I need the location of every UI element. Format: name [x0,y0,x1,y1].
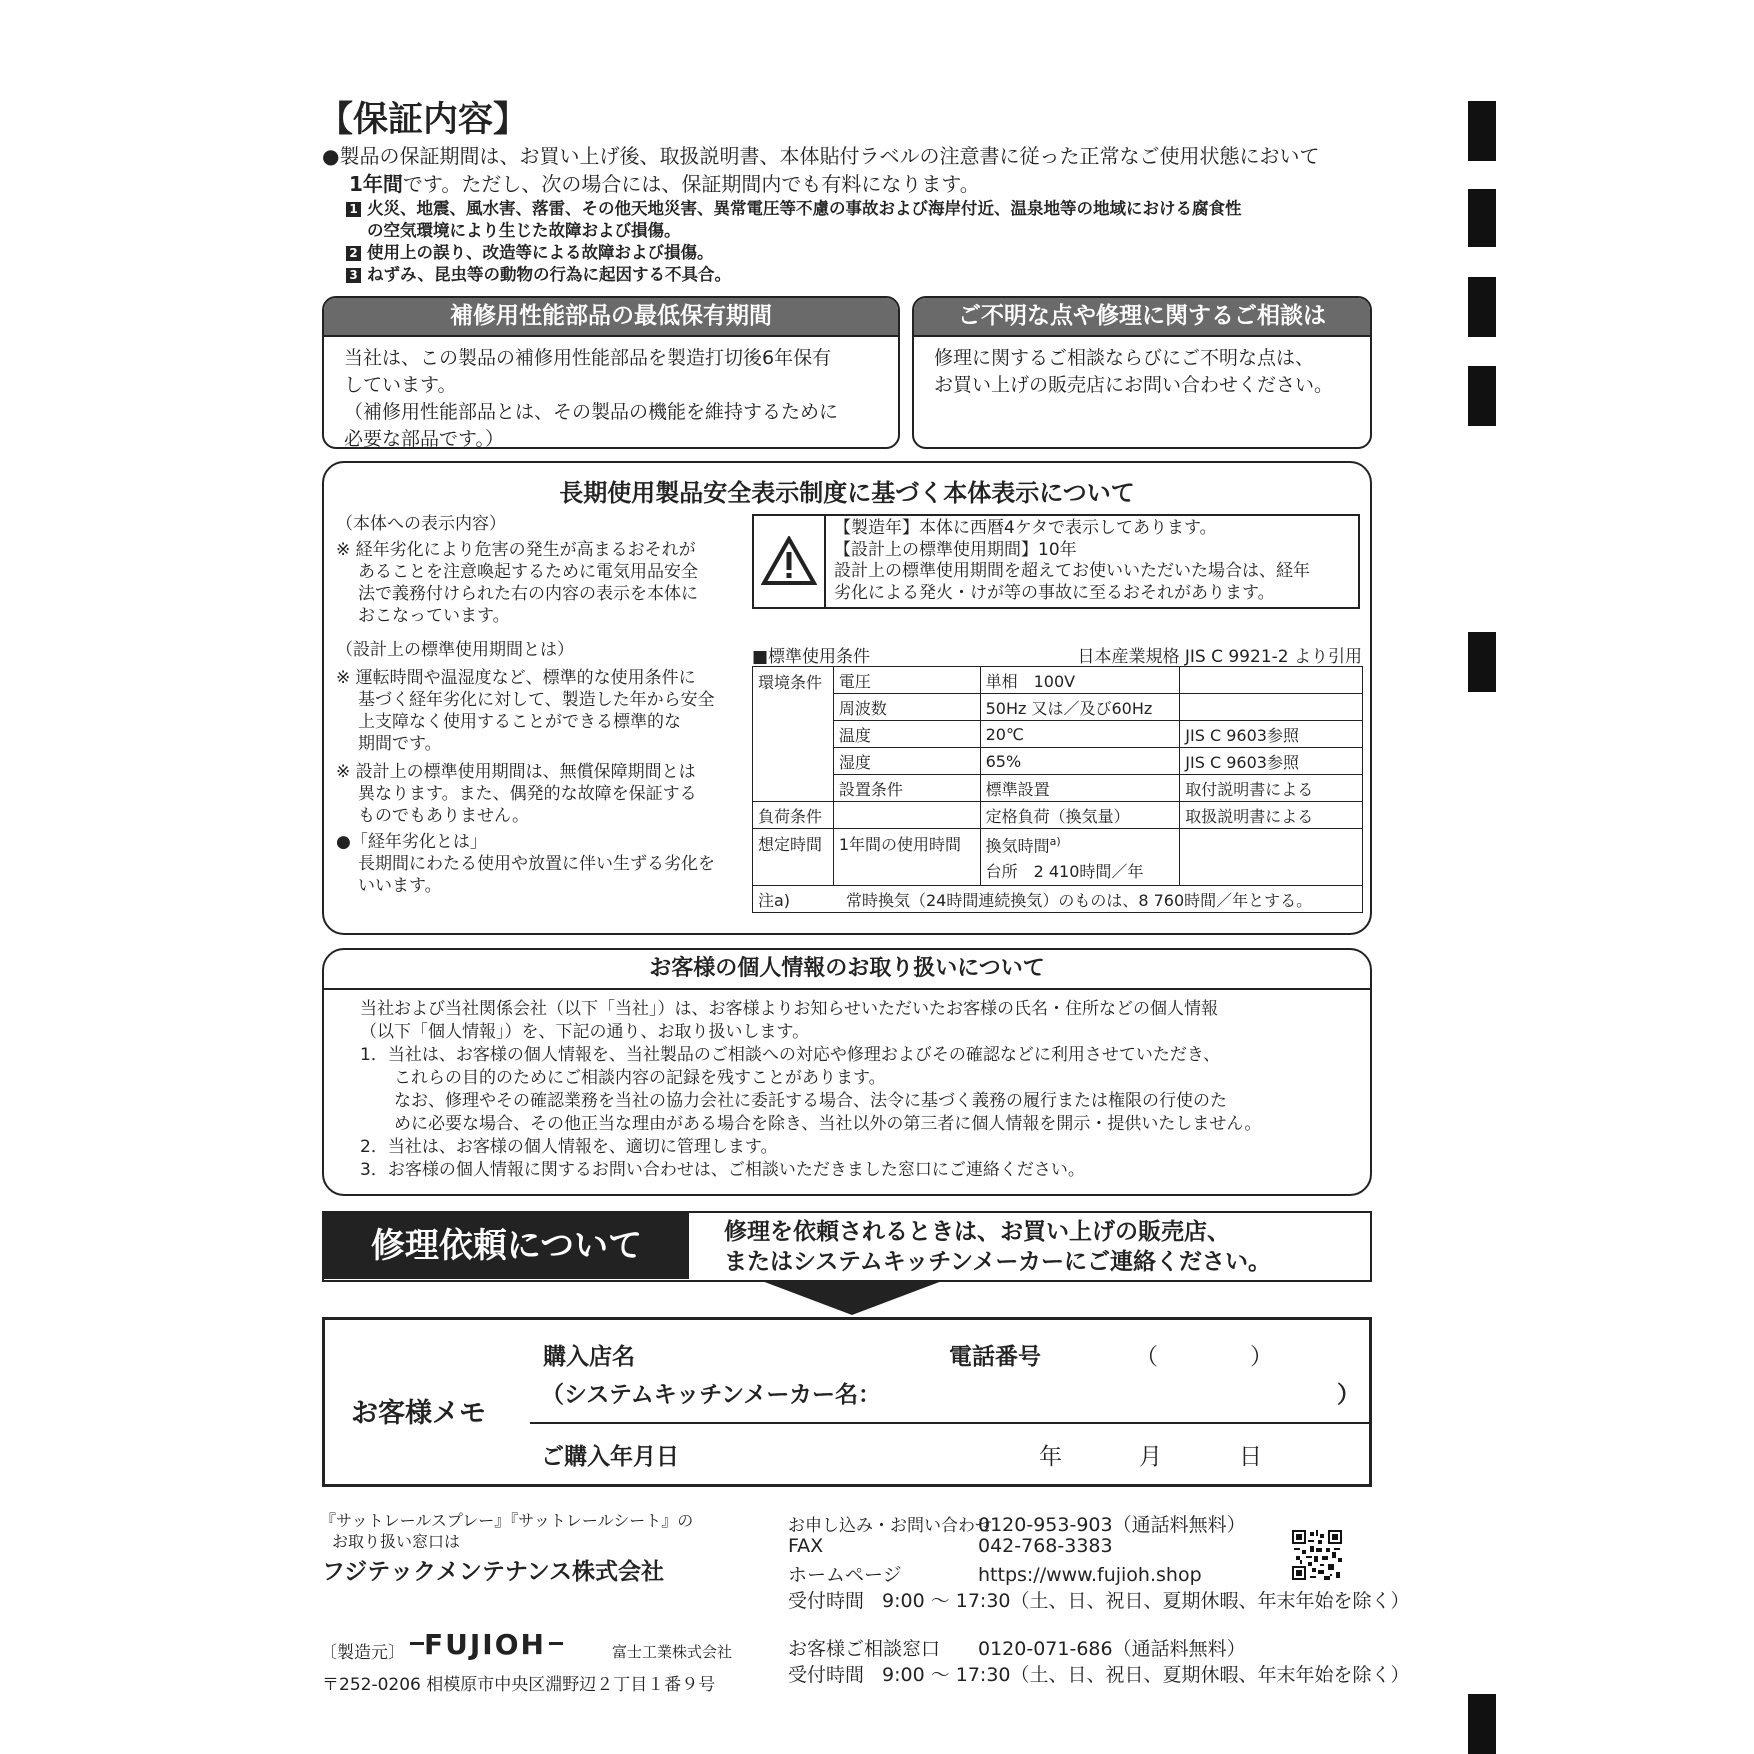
table-cell: 50Hz 又は／及び60Hz [980,694,1180,721]
customer-memo [322,1317,1372,1487]
text-line: 当社および当社関係会社（以下「当社」）は、お客様よりお知らせいただいたお客様の氏名・住所などの個人情報 [360,999,1218,1019]
table-cell: 設置条件 [833,775,980,802]
table-cell: 周波数 [833,694,980,721]
warning-triangle-icon [761,536,817,586]
registration-mark [1468,366,1496,426]
note-text: 常時換気（24時間連続換気）のものは、8 760時間／年とする。 [846,890,1313,910]
privacy-text [324,990,1370,1182]
parts-retention-text [324,337,898,449]
exclusion-item: 火災、地震、風水害、落雷、その他天地災害、異常電圧等不慮の事故および海岸付近、温泉地等の地域における腐食性 [367,199,1242,218]
maker-label: （システムキッチンメーカー名： [541,1382,881,1408]
store-name-label: 購入店名 [543,1344,635,1370]
maker-close: ） [1337,1382,1360,1408]
time-label: 想定時間 [753,829,834,886]
maker-address: 〒252-0206 相模原市中央区淵野辺２丁目１番９号 [322,1675,716,1695]
text-line: ものでもありません。 [358,806,530,826]
footnote-mark: a) [1049,835,1061,848]
text-line: 期間です。 [358,734,442,754]
consultation-box [912,296,1372,449]
table-cell: 湿度 [833,748,980,775]
warranty-title: 【保証内容】 [318,100,529,140]
text-line: めに必要な場合、その他正当な理由がある場合を除き、当社以外の第三者に個人情報を開示・提供いたしません。 [360,1114,1262,1134]
text-line: 【製造年】本体に西暦4ケタで表示してあります。 [834,518,1217,538]
repair-banner [322,1211,1372,1282]
down-arrow-icon [762,1281,942,1315]
display-note [336,539,741,627]
time-sub: 1年間の使用時間 [833,829,980,886]
text-line: 2．当社は、お客様の個人情報を、適切に管理します。 [360,1137,778,1157]
warranty-intro [322,142,1319,198]
phone-label: 電話番号 [949,1344,1041,1370]
contact-row [788,1510,1246,1537]
text-line: 基づく経年劣化に対して、製造した年から安全 [358,690,715,710]
purchase-date-label: ご購入年月日 [541,1444,679,1470]
table-cell: 取付説明書による [1180,775,1363,802]
exclusion-item-cont: の空気環境により生じた故障および損傷。 [367,221,681,240]
period-note-2 [336,761,741,827]
day-label: 日 [1239,1444,1262,1470]
text-line: お取り扱い窓口は [332,1532,461,1551]
warranty-intro-line1: ●製品の保証期間は、お買い上げ後、取扱説明書、本体貼付ラベルの注意書に従った正常なご使用状態において [322,144,1320,168]
time-value-1: 換気時間 [985,836,1050,856]
registration-mark [1468,189,1496,247]
table-cell: 電圧 [833,667,980,694]
conditions-table [752,666,1363,913]
registration-mark [1468,101,1496,161]
text-line: 1．当社は、お客様の個人情報を、当社製品のご相談への対応や修理およびその確認などに利用させていただき、 [360,1045,1221,1065]
repair-title: 修理依頼について [324,1213,689,1279]
table-note [753,886,1363,913]
text-line: 劣化による発火・けが等の事故に至るおそれがあります。 [834,582,1275,603]
warning-text [834,518,1310,604]
text-line: しています。 [344,374,457,396]
privacy-section [322,948,1372,1196]
contact-value: 9:00 〜 17:30（土、日、祝日、夏期休暇、年末年始を除く） [882,1664,1410,1686]
period-note-1 [336,667,741,755]
time-value-2: 台所 2 410時間／年 [985,862,1144,882]
period-heading: （設計上の標準使用期間とは） [336,640,574,660]
conditions-heading: ■標準使用条件 [752,647,871,667]
text-line: 異なります。また、偶発的な故障を保証する [358,784,697,804]
memo-label: お客様メモ [351,1398,486,1429]
table-cell: 65% [980,748,1180,775]
registration-mark [1468,277,1496,337]
note-label: 注a) [758,890,791,910]
contact-label: 受付時間 [788,1590,865,1612]
text-line: 上支障なく使用することができる標準的な [358,712,681,732]
warranty-exclusions [346,198,1242,286]
contact-label: ホームページ [788,1564,902,1586]
contact-label: お客様ご相談窓口 [788,1638,941,1660]
contact-label: 受付時間 [788,1664,865,1686]
env-label: 環境条件 [753,667,834,802]
parts-retention-box [322,296,900,449]
contact-value: 0120-953-903（通話料無料） [978,1514,1246,1536]
time-value [980,829,1180,886]
contact-label: FAX [788,1535,824,1557]
contact-value: 9:00 〜 17:30（土、日、祝日、夏期休暇、年末年始を除く） [882,1590,1410,1612]
maker-name: 富士工業株式会社 [612,1643,733,1661]
text-line: 3．お客様の個人情報に関するお問い合わせは、ご相談いただきました窓口にご連絡ください。 [360,1160,1085,1180]
number-badge: 2 [346,246,361,261]
table-cell: 単相 100V [980,667,1180,694]
table-cell: 20℃ [980,721,1180,748]
registration-mark [1468,1694,1496,1754]
contact-row [788,1660,1410,1687]
contact-label: お申し込み・お問い合わせ [788,1516,992,1536]
exclusion-item: ねずみ、昆虫等の動物の行為に起因する不具合。 [367,265,731,284]
table-cell [1180,667,1363,694]
text-line: （補修用性能部品とは、その製品の機能を維持するために [344,401,839,423]
contact-row [788,1535,1113,1557]
text-line: 当社は、この製品の補修用性能部品を製造打切後6年保有 [344,347,832,369]
contact-value: 042-768-3383 [978,1535,1113,1557]
privacy-title: お客様の個人情報のお取り扱いについて [324,950,1370,990]
logo-dash-icon [410,1642,424,1645]
text-line: 修理を依頼されるときは、お買い上げの販売店、 [724,1219,1230,1245]
text-line: 修理に関するご相談ならびにご不明な点は、 [934,347,1315,369]
longterm-title: 長期使用製品安全表示制度に基づく本体表示について [559,479,1135,507]
spray-note [320,1510,693,1552]
fujioh-logo [410,1628,563,1661]
text-line: またはシステムキッチンメーカーにご連絡ください。 [724,1249,1271,1275]
exclusion-item: 使用上の誤り、改造等による故障および損傷。 [367,243,714,262]
number-badge: 1 [346,202,361,217]
text-line: （以下「個人情報」）を、下記の通り、お取り扱いします。 [360,1022,810,1042]
text-line: 必要な部品です。） [344,428,504,449]
display-heading: （本体への表示内容） [336,514,506,534]
text-line: 【設計上の標準使用期間】10年 [834,539,1077,560]
phone-parens: （ ） [1135,1344,1273,1370]
registration-mark [1468,632,1496,692]
table-cell: 取扱説明書による [1180,802,1363,829]
text-line: あることを注意喚起するために電気用品安全 [358,562,698,582]
text-line: お買い上げの販売店にお問い合わせください。 [934,374,1334,396]
warning-icon-cell [754,516,826,607]
number-badge: 3 [346,268,361,283]
aging-text [336,853,741,897]
contact-row [788,1634,1246,1661]
table-cell: 負荷条件 [753,802,834,829]
year-label: 年 [1039,1444,1062,1470]
conditions-source: 日本産業規格 JIS C 9921-2 より引用 [1077,647,1362,667]
homepage-link[interactable]: https://www.fujioh.shop [978,1564,1202,1586]
table-cell: 定格負荷（換気量） [980,802,1180,829]
table-cell: 温度 [833,721,980,748]
text-line: 設計上の標準使用期間を超えてお使いいただいた場合は、経年 [834,561,1310,581]
text-line: 『サットレールスプレー』『サットレールシート』の [320,1511,694,1530]
warranty-intro-line2: です。ただし、次の場合には、保証期間内でも有料になります。 [402,172,980,196]
table-cell [833,802,980,829]
contact-value: 0120-071-686（通話料無料） [978,1638,1246,1660]
consultation-title: ご不明な点や修理に関するご相談は [914,298,1370,337]
text-line: おこなっています。 [358,606,510,626]
memo-divider [530,1422,1372,1424]
warranty-period: 1年間 [349,172,403,196]
text-line: 法で義務付けられた右の内容の表示を本体に [358,584,698,604]
parts-retention-title: 補修用性能部品の最低保有期間 [324,298,898,337]
text-line: ※ 経年劣化により危害の発生が高まるおそれが [336,540,696,560]
aging-heading: ●「経年劣化とは」 [336,832,487,852]
contact-row [788,1560,1202,1587]
table-cell: JIS C 9603参照 [1180,721,1363,748]
month-label: 月 [1139,1444,1162,1470]
text-line: これらの目的のためにご相談内容の記録を残すことがあります。 [360,1068,886,1088]
warning-label [752,514,1360,609]
text-line: ※ 設計上の標準使用期間は、無償保障期間とは [336,762,696,782]
text-line: いいます。 [358,876,442,896]
consultation-text [914,337,1370,407]
repair-message [724,1217,1271,1277]
text-line: なお、修理やその確認業務を当社の協力会社に委託する場合、法令に基づく義務の履行または権限の行使のた [360,1091,1227,1111]
maker-prefix: 〔製造元〕 [320,1643,405,1663]
maintenance-company: フジテックメンテナンス株式会社 [322,1559,665,1585]
table-cell [1180,694,1363,721]
text-line: 長期間にわたる使用や放置に伴い生ずる劣化を [358,854,715,874]
contact-row [788,1586,1410,1613]
qr-code-icon[interactable] [1292,1530,1342,1580]
brand-name: FUJIOH [424,1628,546,1661]
table-cell: 標準設置 [980,775,1180,802]
longterm-left-notes [336,513,741,897]
logo-dash-icon [549,1642,563,1645]
text-line: ※ 運転時間や温湿度など、標準的な使用条件に [336,668,696,688]
table-cell: JIS C 9603参照 [1180,748,1363,775]
